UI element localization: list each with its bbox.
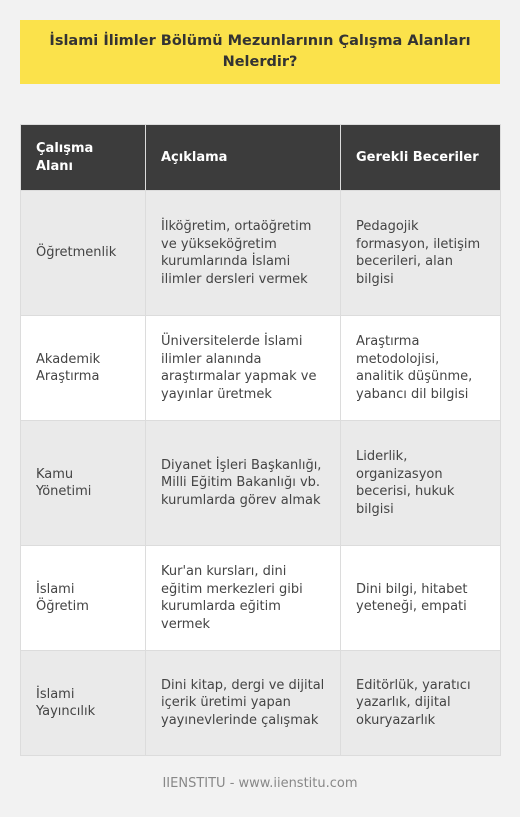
page-title: İslami İlimler Bölümü Mezunlarının Çalışma Alanları Nelerdir? — [49, 33, 471, 70]
cell-description: Dini kitap, dergi ve dijital içerik üretimi yapan yayınevlerinde çalışmak — [146, 651, 341, 756]
cell-description: Diyanet İşleri Başkanlığı, Milli Eğitim Bakanlığı vb. kurumlarda görev almak — [146, 421, 341, 546]
cell-field: Akademik Araştırma — [21, 316, 146, 421]
cell-description: Kur'an kursları, dini eğitim merkezleri gibi kurumlarda eğitim vermek — [146, 546, 341, 651]
column-header-field: Çalışma Alanı — [21, 125, 146, 191]
cell-skills: Araştırma metodolojisi, analitik düşünme, yabancı dil bilgisi — [341, 316, 501, 421]
table-row — [21, 316, 501, 421]
cell-description: İlköğretim, ortaöğretim ve yükseköğretim kurumlarında İslami ilimler dersleri vermek — [146, 191, 341, 316]
table-row — [21, 651, 501, 756]
table-row — [21, 546, 501, 651]
cell-skills: Pedagojik formasyon, iletişim becerileri, alan bilgisi — [341, 191, 501, 316]
cell-field: Kamu Yönetimi — [21, 421, 146, 546]
footer-credit: IIENSTITU - www.iienstitu.com — [162, 776, 358, 791]
cell-field: Öğretmenlik — [21, 191, 146, 316]
cell-skills: Editörlük, yaratıcı yazarlık, dijital okuryazarlık — [341, 651, 501, 756]
table-header-row — [21, 125, 501, 191]
title-banner — [20, 20, 500, 84]
column-header-skills: Gerekli Beceriler — [341, 125, 501, 191]
cell-field: İslami Öğretim — [21, 546, 146, 651]
table-row — [21, 191, 501, 316]
cell-skills: Liderlik, organizasyon becerisi, hukuk bilgisi — [341, 421, 501, 546]
cell-description: Üniversitelerde İslami ilimler alanında araştırmalar yapmak ve yayınlar üretmek — [146, 316, 341, 421]
career-fields-table — [20, 124, 501, 756]
cell-field: İslami Yayıncılık — [21, 651, 146, 756]
cell-skills: Dini bilgi, hitabet yeteneği, empati — [341, 546, 501, 651]
column-header-description: Açıklama — [146, 125, 341, 191]
table-row — [21, 421, 501, 546]
